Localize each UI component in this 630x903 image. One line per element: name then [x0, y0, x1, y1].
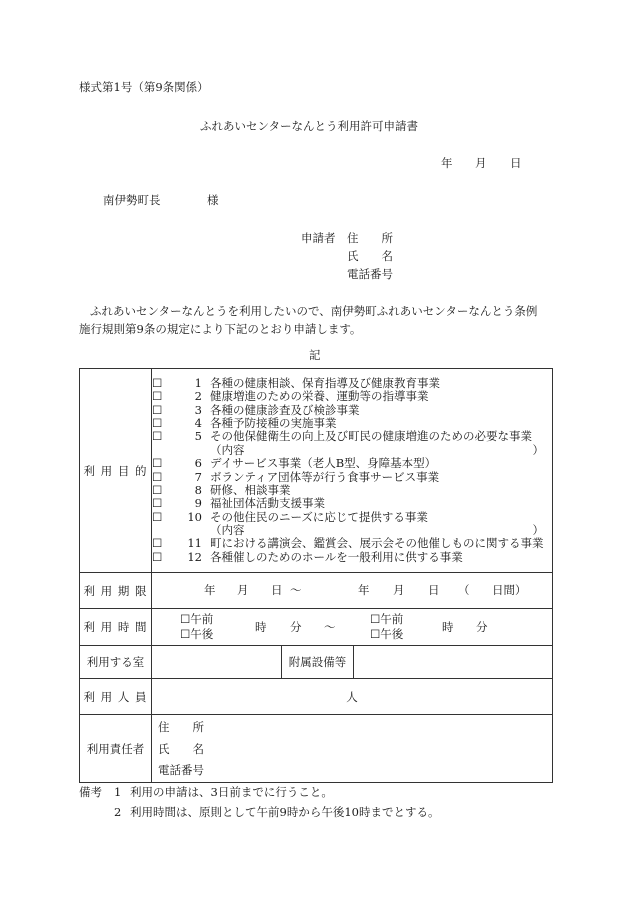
period-paren-open: （ — [458, 583, 470, 597]
purpose-item[interactable] — [152, 404, 552, 417]
applicant-label: 申請者 — [301, 231, 336, 245]
purpose-item[interactable] — [152, 551, 552, 564]
addressee: 南伊勢町長 — [103, 193, 161, 207]
period-tilde: 〜 — [290, 583, 302, 597]
time-tilde: 〜 — [324, 620, 336, 634]
period-field[interactable] — [152, 573, 553, 609]
checkbox-icon[interactable]: ☐ — [152, 389, 163, 404]
resp-address-label: 住 所 — [158, 720, 204, 734]
remarks-item1: 利用の申請は、3日前までに行うこと。 — [130, 785, 333, 799]
purpose-number: 9 — [194, 496, 202, 511]
purpose-list — [152, 369, 553, 573]
remarks-item1-number: 1 — [114, 785, 122, 799]
purpose-item[interactable] — [152, 430, 552, 443]
purpose-item[interactable] — [152, 471, 552, 484]
purpose-item[interactable] — [152, 390, 552, 403]
end-pm-checkbox[interactable]: ☐午後 — [370, 627, 404, 641]
purpose-text: その他住民のニーズに応じて提供する事業 — [210, 509, 428, 524]
purpose-text: 町における講演会、鑑賞会、展示会その他催しものに関する事業 — [210, 536, 544, 551]
end-minute-label: 分 — [476, 620, 488, 634]
body-text-line2: 施行規則第9条の規定により下記のとおり申請します。 — [79, 322, 362, 336]
time-row — [80, 609, 553, 646]
purpose-number: 6 — [194, 456, 202, 471]
resp-phone-label: 電話番号 — [158, 763, 204, 777]
remarks-item2-number: 2 — [114, 805, 122, 819]
room-field[interactable] — [152, 646, 282, 679]
form-title: ふれあいセンターなんとう利用許可申請書 — [200, 119, 419, 133]
resp-name-label: 氏 名 — [158, 742, 204, 756]
responsible-label: 利用責任者 — [80, 715, 152, 783]
ki-label: 記 — [309, 348, 321, 362]
addressee-suffix: 様 — [207, 193, 219, 207]
purpose-item[interactable] — [152, 497, 552, 510]
people-label: 利 用 人 員 — [80, 679, 152, 715]
period-day2: 日 — [428, 583, 440, 597]
purpose-text: ボランティア団体等が行う食事サービス事業 — [210, 469, 440, 484]
purpose-number: 12 — [187, 549, 202, 564]
period-day1: 日 — [271, 583, 283, 597]
note-open: （内容 — [210, 523, 245, 538]
purpose-text: 福祉団体活動支援事業 — [210, 496, 325, 511]
purpose-text: その他保健衛生の向上及び町民の健康増進のための必要な事業 — [210, 429, 532, 444]
purpose-item[interactable] — [152, 511, 552, 524]
applicant-phone-label: 電話番号 — [347, 267, 393, 281]
date-month-label: 月 — [475, 156, 487, 170]
purpose-number: 1 — [194, 375, 202, 390]
purpose-item[interactable] — [152, 417, 552, 430]
checkbox-icon[interactable]: ☐ — [152, 509, 163, 524]
purpose-number: 5 — [194, 429, 202, 444]
purpose-text: 各種予防接種の実施事業 — [210, 415, 337, 430]
room-label: 利用する室 — [80, 646, 152, 679]
date-year-label: 年 — [441, 156, 453, 170]
remarks-item2: 利用時間は、原則として午前9時から午後10時までとする。 — [130, 805, 440, 819]
period-year2: 年 — [358, 583, 370, 597]
checkbox-icon[interactable]: ☐ — [152, 482, 163, 497]
period-label: 利 用 期 限 — [80, 573, 152, 609]
checkbox-icon[interactable]: ☐ — [152, 496, 163, 511]
period-row — [80, 573, 553, 609]
checkbox-icon[interactable]: ☐ — [152, 456, 163, 471]
application-table — [79, 368, 553, 783]
purpose-number: 11 — [187, 536, 202, 551]
end-am-checkbox[interactable]: ☐午前 — [370, 612, 404, 626]
equipment-label: 附属設備等 — [282, 646, 354, 679]
checkbox-icon[interactable]: ☐ — [152, 415, 163, 430]
date-day-label: 日 — [510, 156, 522, 170]
period-days: 日間） — [492, 583, 527, 597]
purpose-item[interactable] — [152, 484, 552, 497]
checkbox-icon[interactable]: ☐ — [152, 375, 163, 390]
purpose-text: 各種の健康相談、保育指導及び健康教育事業 — [210, 375, 440, 390]
purpose-number: 4 — [194, 415, 202, 430]
purpose-item[interactable] — [152, 377, 552, 390]
people-row — [80, 679, 553, 715]
purpose-number: 7 — [194, 469, 202, 484]
purpose-number: 3 — [194, 402, 202, 417]
period-year1: 年 — [204, 583, 216, 597]
purpose-number: 8 — [194, 482, 202, 497]
purpose-note-field[interactable] — [152, 444, 552, 457]
start-pm-checkbox[interactable]: ☐午後 — [180, 627, 214, 641]
purpose-item[interactable] — [152, 537, 552, 550]
responsible-field[interactable] — [152, 715, 553, 783]
purpose-number: 2 — [194, 389, 202, 404]
purpose-text: 研修、相談事業 — [210, 482, 291, 497]
remarks-label: 備考 — [79, 785, 102, 799]
applicant-name-label: 氏 名 — [347, 249, 393, 263]
purpose-note-field[interactable] — [152, 524, 552, 537]
purpose-label: 利 用 目 的 — [80, 369, 152, 573]
purpose-text: 各種の健康診査及び検診事業 — [210, 402, 360, 417]
purpose-row — [80, 369, 553, 573]
time-label: 利 用 時 間 — [80, 609, 152, 646]
applicant-address-label: 住 所 — [347, 231, 393, 245]
note-open: （内容 — [210, 442, 245, 457]
purpose-text: 健康増進のための栄養、運動等の指導事業 — [210, 389, 429, 404]
note-close: ） — [532, 442, 545, 457]
checkbox-icon[interactable]: ☐ — [152, 549, 163, 564]
start-hour-label: 時 — [255, 620, 267, 634]
purpose-text: デイサービス事業（老人B型、身障基本型） — [210, 456, 437, 471]
end-hour-label: 時 — [442, 620, 454, 634]
start-minute-label: 分 — [290, 620, 302, 634]
purpose-item[interactable] — [152, 457, 552, 470]
people-unit: 人 — [346, 689, 358, 704]
equipment-field[interactable] — [354, 646, 553, 679]
body-text-line1: ふれあいセンターなんとうを利用したいので、南伊勢町ふれあいセンターなんとう条例 — [90, 304, 538, 318]
room-row — [80, 646, 553, 679]
checkbox-icon[interactable]: ☐ — [152, 402, 163, 417]
time-field[interactable] — [152, 609, 553, 646]
responsible-row — [80, 715, 553, 783]
people-field[interactable] — [152, 679, 553, 715]
note-close: ） — [532, 523, 545, 538]
start-am-checkbox[interactable]: ☐午前 — [180, 612, 214, 626]
checkbox-icon[interactable]: ☐ — [152, 429, 163, 444]
period-month1: 月 — [237, 583, 249, 597]
period-month2: 月 — [393, 583, 405, 597]
checkbox-icon[interactable]: ☐ — [152, 469, 163, 484]
form-number: 様式第1号（第9条関係） — [79, 80, 209, 94]
checkbox-icon[interactable]: ☐ — [152, 536, 163, 551]
purpose-number: 10 — [187, 509, 202, 524]
purpose-text: 各種催しのためのホールを一般利用に供する事業 — [210, 549, 463, 564]
